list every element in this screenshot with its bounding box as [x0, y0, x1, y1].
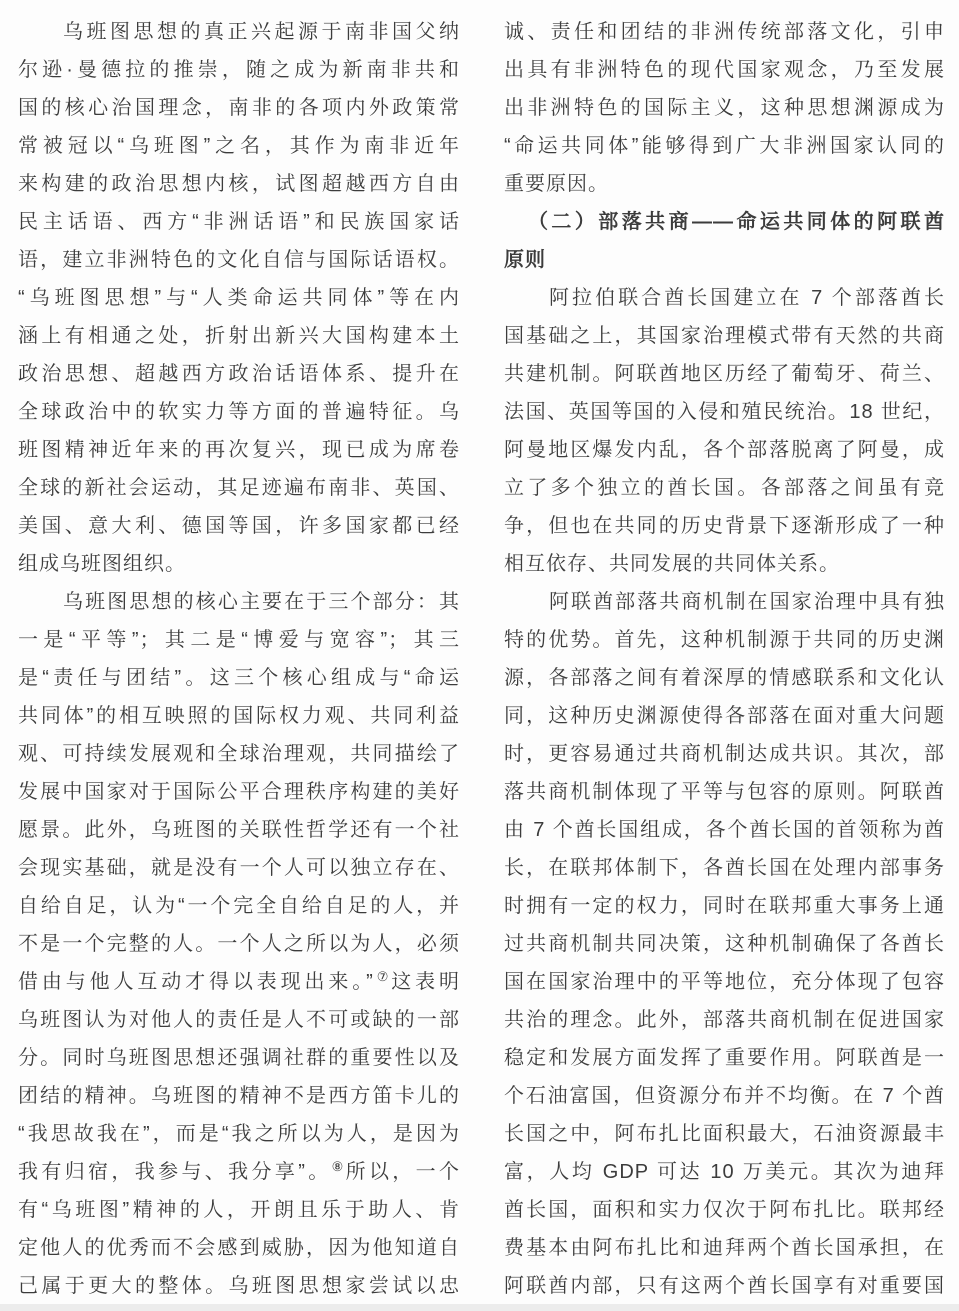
- text-line: 尔逊·曼德拉的推崇，随之成为新南非共和: [18, 59, 460, 81]
- text-line: 出非洲特色的国际主义，这种思想渊源成为: [504, 97, 945, 119]
- text-line: 乌班图思想的真正兴起源于南非国父纳: [63, 21, 460, 43]
- text-line: 语，建立非洲特色的文化自信与国际话语权。: [18, 249, 460, 271]
- text-line: 来构建的政治思想内核，试图超越西方自由: [18, 173, 460, 195]
- text-line: 国的核心治国理念，南非的各项内外政策常: [18, 97, 460, 119]
- text-line: 愿景。此外，乌班图的关联性哲学还有一个社: [18, 819, 460, 841]
- text-line: “命运共同体”能够得到广大非洲国家认同的: [504, 135, 945, 157]
- text-line: 乌班图思想的核心主要在于三个部分：其: [63, 591, 460, 613]
- text-line: 过共商机制共同决策，这种机制确保了各酋长: [504, 933, 945, 955]
- text-line: 我有归宿，我参与、我分享”。⑧所以，一个: [18, 1159, 460, 1183]
- text-line: 共同体”的相互映照的国际权力观、共同利益: [18, 705, 460, 727]
- text-line: 阿曼地区爆发内乱，各个部落脱离了阿曼，成: [504, 439, 945, 461]
- text-line: 自给自足，认为“一个完全自给自足的人，并: [18, 895, 460, 917]
- text-line: 国基础之上，其国家治理模式带有天然的共商: [504, 325, 945, 347]
- text-line: 长，在联邦体制下，各酋长国在处理内部事务: [504, 857, 945, 879]
- text-line: 民主话语、西方“非洲话语”和民族国家话: [18, 211, 460, 233]
- text-line: 稳定和发展方面发挥了重要作用。阿联酋是一: [504, 1047, 945, 1069]
- text-line: 班图精神近年来的再次复兴，现已成为席卷: [18, 439, 460, 461]
- text-line: 全球的新社会运动，其足迹遍布南非、英国、: [18, 477, 460, 499]
- text-line: 诚、责任和团结的非洲传统部落文化，引申: [504, 21, 945, 43]
- text-line: 个石油富国，但资源分布并不均衡。在 7 个酋: [504, 1085, 945, 1107]
- text-line: 会现实基础，就是没有一个人可以独立存在、: [18, 857, 460, 879]
- text-line: 同，这种历史渊源使得各部落在面对重大问题: [504, 705, 945, 727]
- left-column: [18, 13, 460, 1305]
- text-line: 争，但也在共同的历史背景下逐渐形成了一种: [504, 515, 945, 537]
- right-column: [504, 13, 945, 1305]
- paragraph: [504, 13, 945, 203]
- text-line: 是“责任与团结”。这三个核心组成与“命运: [18, 667, 460, 689]
- text-line: 富，人均 GDP 可达 10 万美元。其次为迪拜: [504, 1161, 945, 1183]
- text-line: 美国、意大利、德国等国，许多国家都已经: [18, 515, 460, 537]
- text-line: 费基本由阿布扎比和迪拜两个酋长国承担，在: [504, 1237, 945, 1259]
- text-line: “我思故我在”，而是“我之所以为人，是因为: [18, 1123, 460, 1145]
- text-line: 重要原因。: [504, 173, 609, 195]
- text-line: 不是一个完整的人。一个人之所以为人，必须: [18, 933, 460, 955]
- text-line: 发展中国家对于国际公平合理秩序构建的美好: [18, 781, 460, 803]
- text-line: 酋长国，面积和实力仅次于阿布扎比。联邦经: [504, 1199, 945, 1221]
- text-line: 定他人的优秀而不会感到威胁，因为他知道自: [18, 1237, 460, 1259]
- text-line: 源，各部落之间有着深厚的情感联系和文化认: [504, 667, 945, 689]
- text-line: 阿联酋部落共商机制在国家治理中具有独: [549, 591, 945, 613]
- text-line: 相互依存、共同发展的共同体关系。: [504, 553, 840, 575]
- text-line: 团结的精神。乌班图的精神不是西方笛卡儿的: [18, 1085, 460, 1107]
- text-line: “乌班图思想”与“人类命运共同体”等在内: [18, 287, 460, 309]
- text-line: 时，更容易通过共商机制达成共识。其次，部: [504, 743, 945, 765]
- paragraph: [504, 583, 945, 1305]
- text-line: 特的优势。首先，这种机制源于共同的历史渊: [504, 629, 945, 651]
- text-line: 共建机制。阿联酋地区历经了葡萄牙、荷兰、: [504, 363, 945, 385]
- text-line: 出具有非洲特色的现代国家观念，乃至发展: [504, 59, 945, 81]
- text-line: 组成乌班图组织。: [18, 553, 186, 575]
- paragraph: [18, 13, 460, 583]
- section-heading: [504, 203, 945, 279]
- paragraph: [18, 583, 460, 1305]
- footnote-marker: ⑧: [331, 1159, 346, 1174]
- text-line: 原则: [504, 249, 546, 271]
- text-line: 法国、英国等国的入侵和殖民统治。18 世纪，: [504, 401, 945, 423]
- text-line: 一是“平等”；其二是“博爱与宽容”；其三: [18, 629, 460, 651]
- text-line: 借由与他人互动才得以表现出来。”⑦这表明: [18, 969, 460, 993]
- text-line: 己属于更大的整体。乌班图思想家尝试以忠: [18, 1275, 460, 1297]
- text-line: 共治的理念。此外，部落共商机制在促进国家: [504, 1009, 945, 1031]
- footnote-marker: ⑦: [373, 969, 392, 984]
- text-line: 时拥有一定的权力，同时在联邦重大事务上通: [504, 895, 945, 917]
- text-line: 阿拉伯联合酋长国建立在 7 个部落酋长: [549, 287, 945, 309]
- text-columns: [18, 13, 945, 1305]
- text-line: 落共商机制体现了平等与包容的原则。阿联酋: [504, 781, 945, 803]
- paragraph: [504, 279, 945, 583]
- text-line: 由 7 个酋长国组成，各个酋长国的首领称为酋: [504, 819, 945, 841]
- text-line: 全球政治中的软实力等方面的普遍特征。乌: [18, 401, 460, 423]
- text-line: 有“乌班图”精神的人，开朗且乐于助人、肯: [18, 1199, 460, 1221]
- text-line: 观、可持续发展观和全球治理观，共同描绘了: [18, 743, 460, 765]
- text-line: 涵上有相通之处，折射出新兴大国构建本土: [18, 325, 460, 347]
- text-line: 政治思想、超越西方政治话语体系、提升在: [18, 363, 460, 385]
- text-line: 阿联酋内部，只有这两个酋长国享有对重要国: [504, 1275, 945, 1297]
- text-line: 国在国家治理中的平等地位，充分体现了包容: [504, 971, 945, 993]
- text-line: 乌班图认为对他人的责任是人不可或缺的一部: [18, 1009, 460, 1031]
- text-line: （二）部落共商——命运共同体的阿联酋: [528, 211, 945, 233]
- text-line: 长国之中，阿布扎比面积最大，石油资源最丰: [504, 1123, 945, 1145]
- text-line: 立了多个独立的酋长国。各部落之间虽有竞: [504, 477, 945, 499]
- page-bottom-edge: [0, 1304, 959, 1311]
- text-line: 常被冠以“乌班图”之名，其作为南非近年: [18, 135, 460, 157]
- text-line: 分。同时乌班图思想还强调社群的重要性以及: [18, 1047, 460, 1069]
